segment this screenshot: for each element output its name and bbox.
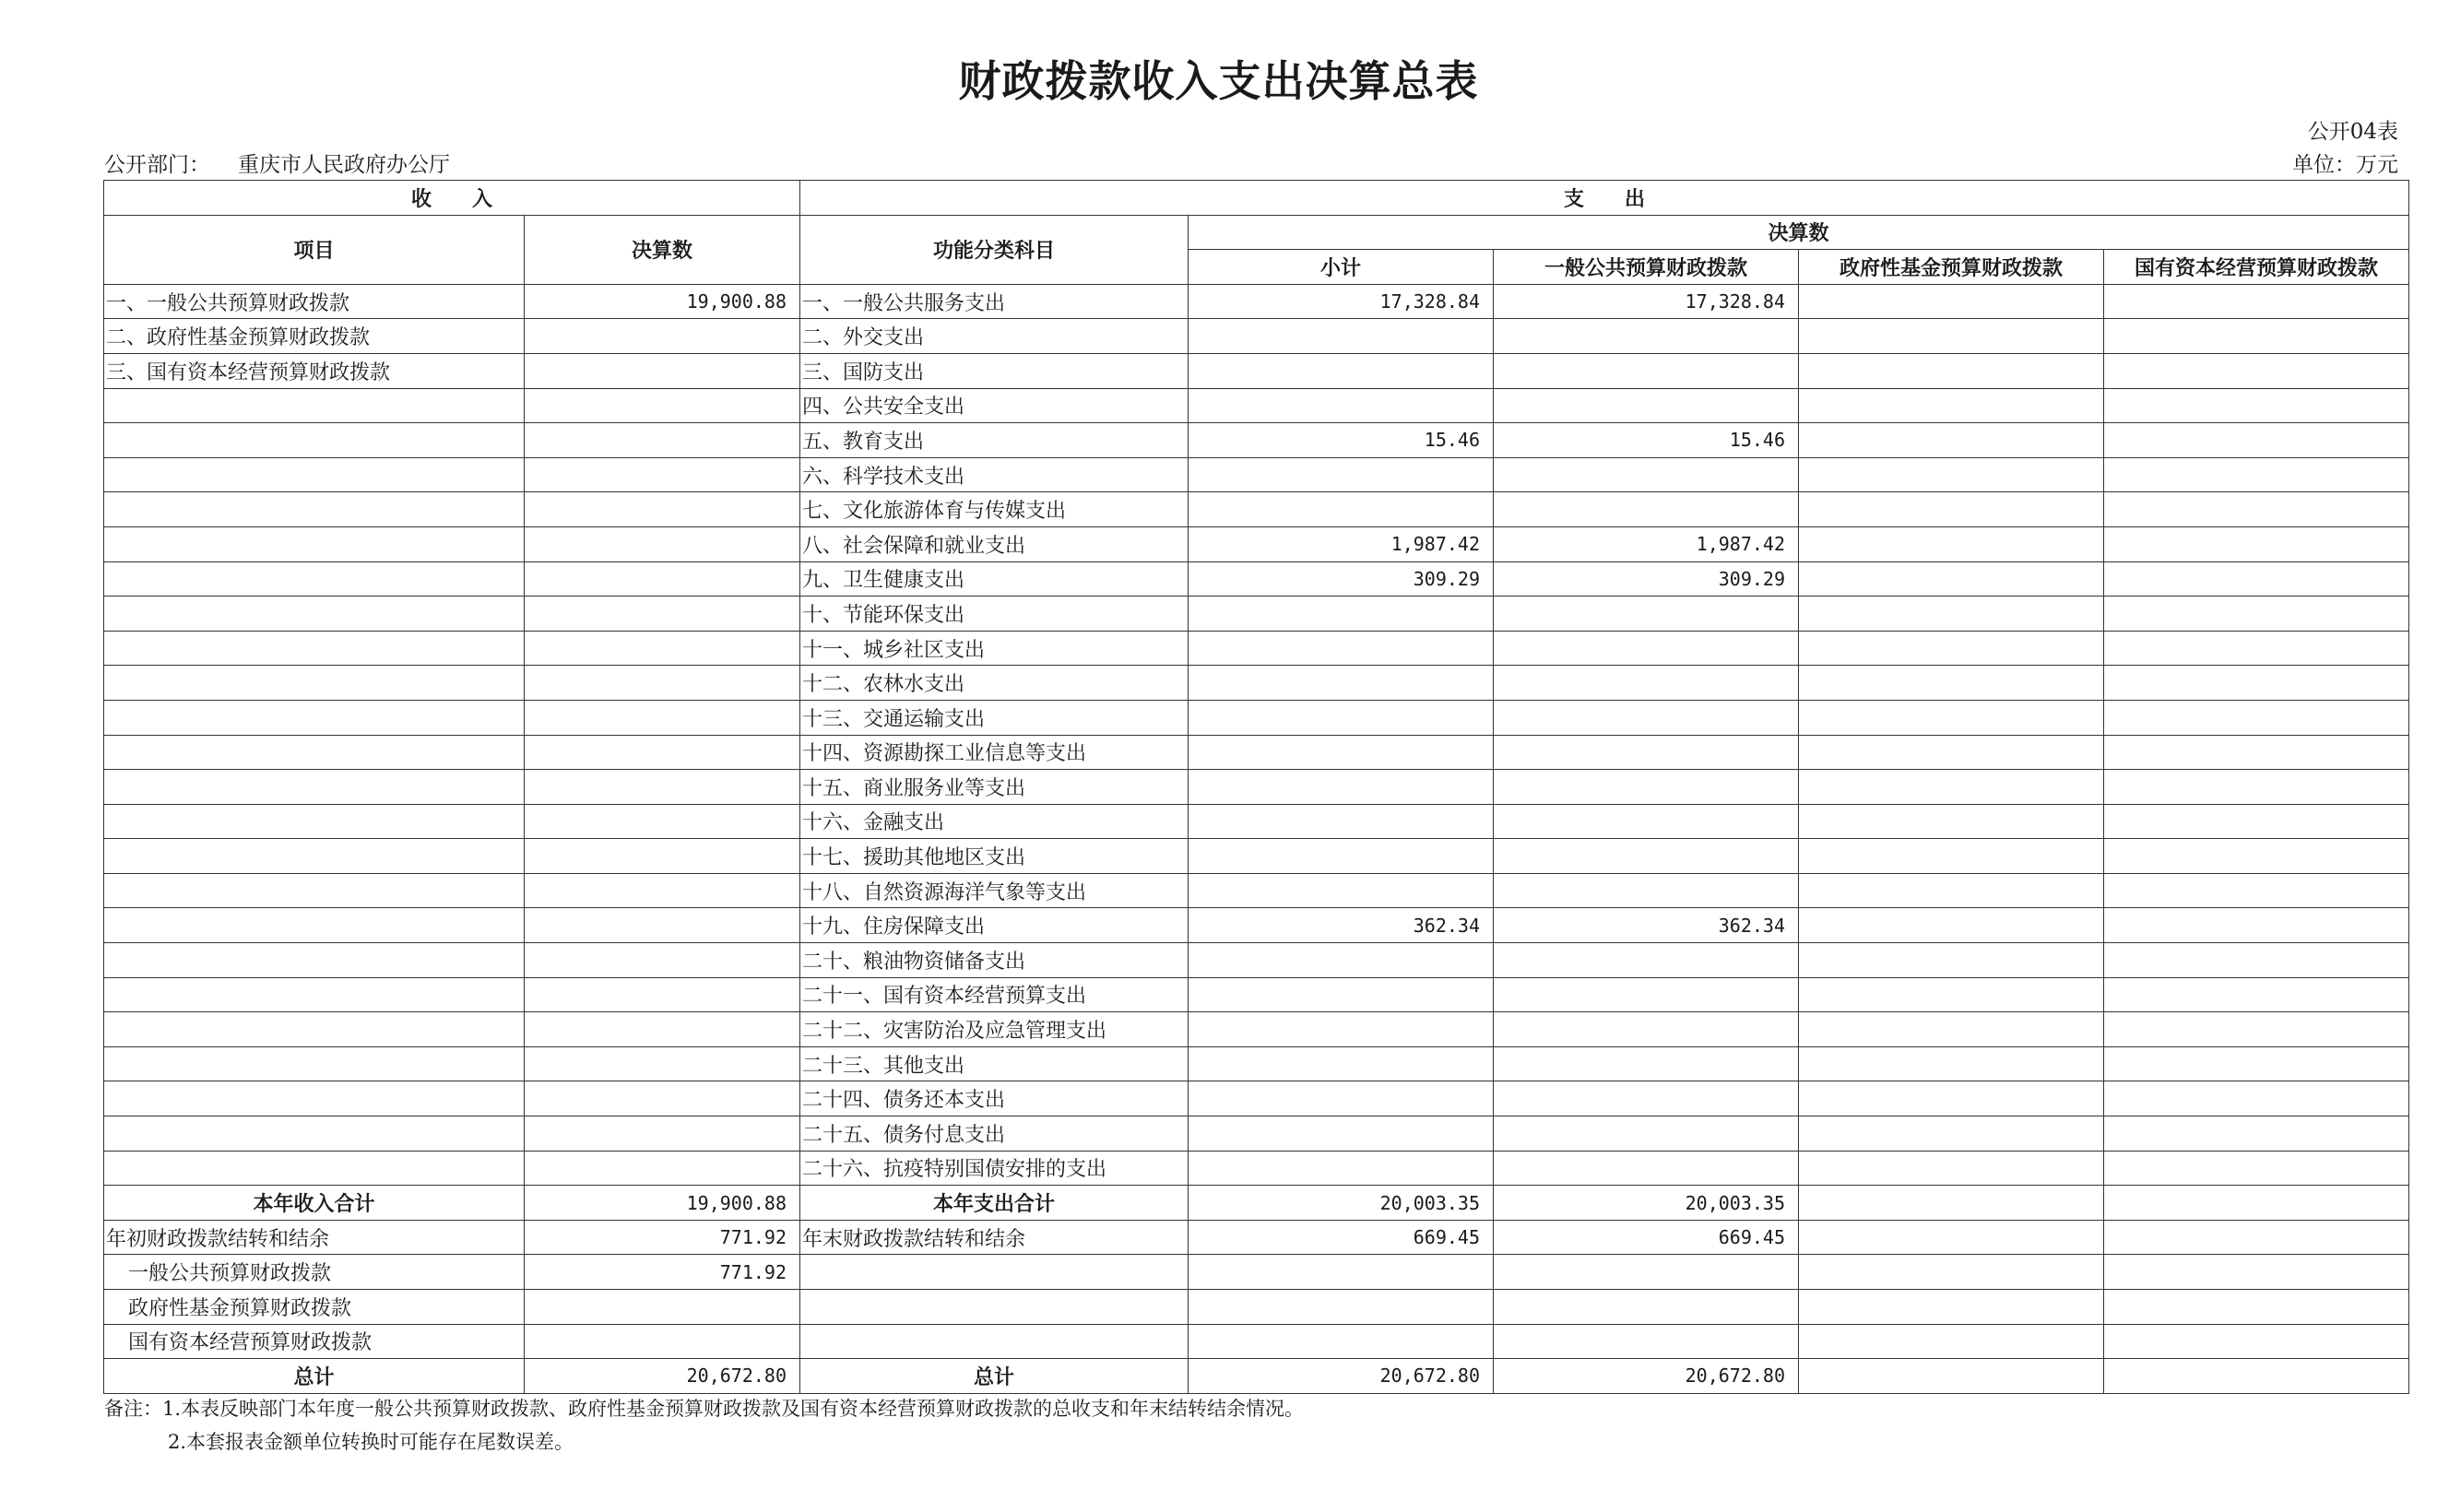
table-row [104,700,2409,735]
annual-income-total-label: 本年收入合计 [104,1186,525,1221]
state-capital-cell [2104,977,2409,1012]
income-item-cell [104,526,525,561]
table-row [104,1081,2409,1116]
general-budget-cell [1494,666,1799,701]
subtotal-cell: 1,987.42 [1189,526,1494,561]
expense-item-cell: 八、社会保障和就业支出 [800,526,1189,561]
final-amount-header: 决算数 [1189,215,2409,250]
income-item-cell [104,943,525,978]
gov-fund-cell [1799,1359,2104,1394]
income-amount-cell [525,804,800,839]
carryover-sub-label: 一般公共预算财政拨款 [104,1255,525,1290]
gov-fund-cell [1799,1220,2104,1255]
expense-item-cell: 十二、农林水支出 [800,666,1189,701]
income-amount-cell [525,770,800,805]
gov-fund-cell [1799,284,2104,319]
expense-item-cell: 四、公共安全支出 [800,388,1189,423]
carryover-subtotal: 669.45 [1189,1220,1494,1255]
state-capital-cell [2104,1186,2409,1221]
expense-item-cell [800,1255,1189,1290]
gov-fund-cell [1799,319,2104,354]
table-row [104,457,2409,492]
state-capital-cell [2104,770,2409,805]
income-amount-cell [525,423,800,458]
income-amount-cell [525,977,800,1012]
expense-item-cell: 二十二、灾害防治及应急管理支出 [800,1012,1189,1047]
income-item-cell [104,700,525,735]
state-capital-cell [2104,1290,2409,1325]
budget-table [103,180,2409,1394]
gov-fund-cell [1799,492,2104,527]
subtotal-cell [1189,1151,1494,1186]
carryover-sub-row [104,1255,2409,1290]
subtotal-cell [1189,977,1494,1012]
state-capital-cell [2104,873,2409,908]
carryover-general: 669.45 [1494,1220,1799,1255]
gov-fund-cell [1799,388,2104,423]
state-capital-cell [2104,1046,2409,1081]
income-item-cell [104,388,525,423]
gov-fund-cell [1799,561,2104,597]
income-amount-cell [525,597,800,632]
grand-total-income-label: 总计 [104,1359,525,1394]
table-row [104,770,2409,805]
expense-item-cell: 十、节能环保支出 [800,597,1189,632]
general-budget-cell [1494,388,1799,423]
expense-item-cell: 十一、城乡社区支出 [800,631,1189,666]
expense-item-cell: 二十五、债务付息支出 [800,1116,1189,1152]
header-row-2 [104,215,2409,250]
form-number: 公开04表 [2307,120,2398,144]
income-header: 收 入 [104,181,800,216]
income-amount-cell [525,561,800,597]
income-amount-cell [525,666,800,701]
expense-item-cell: 十四、资源勘探工业信息等支出 [800,735,1189,770]
state-capital-cell [2104,1359,2409,1394]
income-item-cell [104,631,525,666]
state-capital-cell [2104,943,2409,978]
general-budget-cell [1494,353,1799,388]
general-budget-cell [1494,1116,1799,1152]
table-row [104,666,2409,701]
expense-item-cell: 十九、住房保障支出 [800,908,1189,943]
expense-item-cell: 二十一、国有资本经营预算支出 [800,977,1189,1012]
table-row [104,388,2409,423]
table-row [104,804,2409,839]
gov-fund-cell [1799,1255,2104,1290]
table-row [104,423,2409,458]
subtotal-cell: 362.34 [1189,908,1494,943]
subtotal-cell: 309.29 [1189,561,1494,597]
gov-fund-cell [1799,977,2104,1012]
general-budget-cell [1494,700,1799,735]
general-budget-cell [1494,1151,1799,1186]
income-item-cell: 二、政府性基金预算财政拨款 [104,319,525,354]
gov-fund-cell [1799,873,2104,908]
state-capital-cell [2104,423,2409,458]
income-amount-cell [525,1081,800,1116]
expense-item-cell: 十八、自然资源海洋气象等支出 [800,873,1189,908]
state-capital-cell [2104,1324,2409,1359]
gov-fund-cell [1799,1290,2104,1325]
income-amount-cell [525,700,800,735]
carryover-sub-row [104,1290,2409,1325]
income-amount-cell [525,1116,800,1152]
carryover-sub-row [104,1324,2409,1359]
table-row [104,1151,2409,1186]
expense-item-cell [800,1290,1189,1325]
income-item-cell [104,908,525,943]
expense-header: 支 出 [800,181,2409,216]
income-item-cell [104,457,525,492]
state-capital-cell [2104,735,2409,770]
general-budget-cell [1494,977,1799,1012]
gov-fund-cell [1799,908,2104,943]
income-amount-cell [525,1012,800,1047]
state-capital-cell [2104,1255,2409,1290]
carryover-sub-amount [525,1290,800,1325]
table-row [104,908,2409,943]
table-row [104,839,2409,874]
page-title: 财政拨款收入支出决算总表 [958,56,1479,106]
gov-fund-cell [1799,353,2104,388]
subtotal-cell [1189,943,1494,978]
state-capital-cell [2104,388,2409,423]
annual-total-row [104,1186,2409,1221]
expense-item-cell: 二、外交支出 [800,319,1189,354]
gov-fund-cell [1799,770,2104,805]
general-budget-cell [1494,1324,1799,1359]
grand-total-general: 20,672.80 [1494,1359,1799,1394]
general-budget-cell [1494,457,1799,492]
subtotal-cell [1189,1081,1494,1116]
general-budget-cell [1494,873,1799,908]
state-capital-cell [2104,353,2409,388]
state-capital-header: 国有资本经营预算财政拨款 [2104,250,2409,285]
state-capital-cell [2104,631,2409,666]
gov-fund-cell [1799,1116,2104,1152]
gov-fund-cell [1799,1151,2104,1186]
income-amount-cell: 19,900.88 [525,284,800,319]
gov-fund-cell [1799,597,2104,632]
state-capital-cell [2104,1151,2409,1186]
general-budget-cell: 309.29 [1494,561,1799,597]
income-item-cell [104,1046,525,1081]
subtotal-cell [1189,1046,1494,1081]
general-budget-cell: 15.46 [1494,423,1799,458]
department-label: 公开部门： [104,153,210,177]
annual-expense-subtotal: 20,003.35 [1189,1186,1494,1221]
general-budget-cell [1494,770,1799,805]
income-item-cell [104,423,525,458]
state-capital-cell [2104,1116,2409,1152]
income-amount-cell [525,319,800,354]
table-row [104,977,2409,1012]
expense-item-cell: 二十三、其他支出 [800,1046,1189,1081]
gov-fund-cell [1799,1012,2104,1047]
subtotal-cell [1189,700,1494,735]
income-amount-cell [525,943,800,978]
gov-fund-cell [1799,423,2104,458]
general-budget-cell [1494,1081,1799,1116]
income-amount-cell [525,388,800,423]
gov-fund-cell [1799,1081,2104,1116]
subtotal-header: 小计 [1189,250,1494,285]
subtotal-cell [1189,1290,1494,1325]
table-row [104,492,2409,527]
table-row [104,631,2409,666]
note-1: 备注：1.本表反映部门本年度一般公共预算财政拨款、政府性基金预算财政拨款及国有资本经营预算财政拨款的总收支和年末结转结余情况。 [104,1398,1305,1420]
general-budget-cell: 1,987.42 [1494,526,1799,561]
subtotal-cell [1189,457,1494,492]
gov-fund-cell [1799,666,2104,701]
expense-item-cell: 七、文化旅游体育与传媒支出 [800,492,1189,527]
subtotal-cell [1189,492,1494,527]
carryover-row [104,1220,2409,1255]
income-item-cell [104,1116,525,1152]
grand-total-expense-label: 总计 [800,1359,1189,1394]
subtotal-cell: 17,328.84 [1189,284,1494,319]
gov-fund-cell [1799,839,2104,874]
expense-item-cell: 一、一般公共服务支出 [800,284,1189,319]
expense-item-cell: 九、卫生健康支出 [800,561,1189,597]
expense-item-cell: 二十六、抗疫特别国债安排的支出 [800,1151,1189,1186]
gov-fund-cell [1799,1186,2104,1221]
gov-fund-cell [1799,1046,2104,1081]
item-header: 项目 [104,215,525,284]
gov-fund-cell [1799,1324,2104,1359]
table-row [104,1012,2409,1047]
note-2: 2.本套报表金额单位转换时可能存在尾数误差。 [168,1431,574,1453]
general-budget-cell [1494,1290,1799,1325]
state-capital-cell [2104,700,2409,735]
general-budget-cell: 17,328.84 [1494,284,1799,319]
table-row [104,561,2409,597]
state-capital-cell [2104,526,2409,561]
gov-fund-cell [1799,943,2104,978]
general-budget-cell [1494,804,1799,839]
header-row-1 [104,181,2409,216]
table-row [104,319,2409,354]
gov-fund-cell [1799,457,2104,492]
carryover-expense-label: 年末财政拨款结转和结余 [800,1220,1189,1255]
income-item-cell [104,770,525,805]
gov-fund-cell [1799,631,2104,666]
general-budget-cell [1494,1255,1799,1290]
grand-total-row [104,1359,2409,1394]
gov-fund-header: 政府性基金预算财政拨款 [1799,250,2104,285]
state-capital-cell [2104,804,2409,839]
carryover-sub-label: 国有资本经营预算财政拨款 [104,1324,525,1359]
table-row [104,353,2409,388]
subtotal-cell [1189,1012,1494,1047]
unit-label: 单位：万元 [2292,153,2398,177]
general-budget-cell [1494,631,1799,666]
subtotal-cell [1189,1255,1494,1290]
table-row [104,597,2409,632]
annual-expense-total-label: 本年支出合计 [800,1186,1189,1221]
income-amount-cell [525,735,800,770]
gov-fund-cell [1799,735,2104,770]
income-item-cell: 一、一般公共预算财政拨款 [104,284,525,319]
subtotal-cell [1189,735,1494,770]
subtotal-cell [1189,873,1494,908]
carryover-sub-amount [525,1324,800,1359]
general-budget-cell [1494,943,1799,978]
state-capital-cell [2104,1012,2409,1047]
income-item-cell [104,1081,525,1116]
subtotal-cell [1189,388,1494,423]
general-budget-cell [1494,839,1799,874]
subtotal-cell [1189,319,1494,354]
table-row [104,943,2409,978]
table-row [104,1116,2409,1152]
table-row [104,1046,2409,1081]
annual-expense-general: 20,003.35 [1494,1186,1799,1221]
gov-fund-cell [1799,700,2104,735]
general-budget-cell [1494,492,1799,527]
subtotal-cell [1189,770,1494,805]
expense-item-cell: 二十、粮油物资储备支出 [800,943,1189,978]
subtotal-cell [1189,839,1494,874]
state-capital-cell [2104,284,2409,319]
grand-total-subtotal: 20,672.80 [1189,1359,1494,1394]
income-amount-cell [525,353,800,388]
income-item-cell [104,977,525,1012]
state-capital-cell [2104,561,2409,597]
carryover-income-label: 年初财政拨款结转和结余 [104,1220,525,1255]
income-item-cell [104,492,525,527]
subtotal-cell [1189,1324,1494,1359]
state-capital-cell [2104,492,2409,527]
expense-item-cell: 十六、金融支出 [800,804,1189,839]
department-value: 重庆市人民政府办公厅 [238,153,450,177]
state-capital-cell [2104,1081,2409,1116]
grand-total-income-amount: 20,672.80 [525,1359,800,1394]
state-capital-cell [2104,597,2409,632]
carryover-sub-amount: 771.92 [525,1255,800,1290]
income-item-cell [104,839,525,874]
gov-fund-cell [1799,526,2104,561]
income-amount-cell [525,457,800,492]
expense-item-cell: 三、国防支出 [800,353,1189,388]
income-item-cell [104,1012,525,1047]
general-budget-cell [1494,1012,1799,1047]
expense-item-cell: 五、教育支出 [800,423,1189,458]
income-item-cell [104,1151,525,1186]
state-capital-cell [2104,666,2409,701]
income-amount-cell [525,873,800,908]
gov-fund-cell [1799,804,2104,839]
general-budget-cell [1494,1046,1799,1081]
state-capital-cell [2104,319,2409,354]
income-item-cell: 三、国有资本经营预算财政拨款 [104,353,525,388]
income-amount-cell [525,492,800,527]
state-capital-cell [2104,457,2409,492]
income-amount-cell [525,1151,800,1186]
subtotal-cell: 15.46 [1189,423,1494,458]
expense-item-cell: 二十四、债务还本支出 [800,1081,1189,1116]
general-budget-header: 一般公共预算财政拨款 [1494,250,1799,285]
subtotal-cell [1189,1116,1494,1152]
state-capital-cell [2104,908,2409,943]
func-category-header: 功能分类科目 [800,215,1189,284]
expense-item-cell [800,1324,1189,1359]
subtotal-cell [1189,353,1494,388]
subtotal-cell [1189,597,1494,632]
annual-income-total-amount: 19,900.88 [525,1186,800,1221]
general-budget-cell: 362.34 [1494,908,1799,943]
amount-header: 决算数 [525,215,800,284]
income-amount-cell [525,1046,800,1081]
expense-item-cell: 十三、交通运输支出 [800,700,1189,735]
general-budget-cell [1494,735,1799,770]
expense-item-cell: 十七、援助其他地区支出 [800,839,1189,874]
carryover-income-amount: 771.92 [525,1220,800,1255]
subtotal-cell [1189,804,1494,839]
expense-item-cell: 六、科学技术支出 [800,457,1189,492]
income-item-cell [104,735,525,770]
income-item-cell [104,597,525,632]
subtotal-cell [1189,631,1494,666]
income-amount-cell [525,631,800,666]
department-line [104,148,450,178]
carryover-sub-label: 政府性基金预算财政拨款 [104,1290,525,1325]
table-row [104,873,2409,908]
table-row [104,284,2409,319]
expense-item-cell: 十五、商业服务业等支出 [800,770,1189,805]
state-capital-cell [2104,839,2409,874]
table-row [104,526,2409,561]
income-item-cell [104,873,525,908]
income-item-cell [104,804,525,839]
income-amount-cell [525,908,800,943]
income-amount-cell [525,839,800,874]
state-capital-cell [2104,1220,2409,1255]
general-budget-cell [1494,319,1799,354]
income-amount-cell [525,526,800,561]
income-item-cell [104,666,525,701]
income-item-cell [104,561,525,597]
general-budget-cell [1494,597,1799,632]
subtotal-cell [1189,666,1494,701]
table-row [104,735,2409,770]
